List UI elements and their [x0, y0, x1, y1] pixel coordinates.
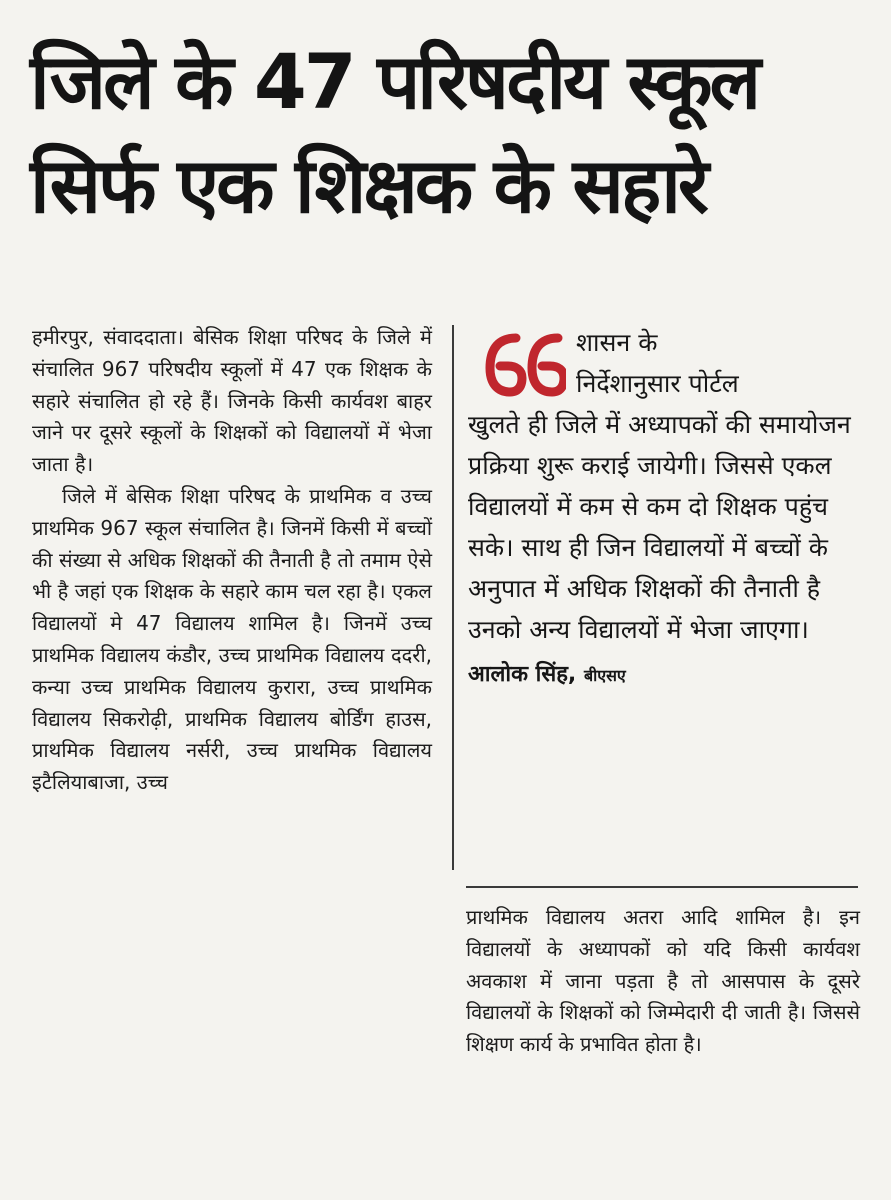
article-paragraph-3: प्राथमिक विद्यालय अतरा आदि शामिल है। इन विद्यालयों के अध्यापकों को यदि किसी कार्यवश अवकाश में जाना पड़ता है तो आसपास के दूसरे विद्यालयों के शिक्षकों को जिम्मेदारी दी जाती है। जिससे शिक्षण कार्य के प्रभावित होता है।: [466, 905, 860, 1057]
article-right-column: [466, 902, 860, 1061]
column-divider: [452, 325, 454, 870]
quote-line-2: निर्देशानुसार पोर्टल: [576, 369, 739, 398]
quote-body: खुलते ही जिले में अध्यापकों की समायोजन प्रक्रिया शुरू कराई जायेगी। जिससे एकल विद्यालयों में कम से कम दो शिक्षक पहुंच सके। साथ ही जिन विद्यालयों में बच्चों के अनुपात में अधिक शिक्षकों की तैनाती है उनको अन्य विद्यालयों में भेजा जाएगा।: [468, 410, 851, 644]
headline-line-1: जिले के 47 परिषदीय स्कूल: [30, 37, 759, 126]
headline: [30, 30, 875, 238]
quote-line-1: शासन के: [576, 328, 658, 357]
pull-quote: [468, 322, 868, 688]
quote-author: [468, 658, 868, 688]
quote-icon: [482, 328, 566, 400]
article-paragraph-1: हमीरपुर, संवाददाता। बेसिक शिक्षा परिषद के जिले में संचालित 967 परिषदीय स्कूलों में 47 एक शिक्षक के सहारे संचालित हो रहे हैं। जिनके किसी कार्यवश बाहर जाने पर दूसरे स्कूलों के शिक्षकों को विद्यालयों में भेजा जाता है।: [32, 325, 432, 477]
article-paragraph-2: जिले में बेसिक शिक्षा परिषद के प्राथमिक व उच्च प्राथमिक 967 स्कूल संचालित है। जिनमें किसी में बच्चों की संख्या से अधिक शिक्षकों की तैनाती है तो तमाम ऐसे भी है जहां एक शिक्षक के सहारे काम चल रहा है। एकल विद्यालयों मे 47 विद्यालय शामिल है। जिनमें उच्च प्राथमिक विद्यालय कंडौर, उच्च प्राथमिक विद्यालय ददरी, कन्या उच्च प्राथमिक विद्यालय कुरारा, उच्च प्राथमिक विद्यालय सिकरोढ़ी, प्राथमिक विद्यालय बोर्डिंग हाउस, प्राथमिक विद्यालय नर्सरी, उच्च प्राथमिक विद्यालय इटैलियाबाजा, उच्च: [32, 483, 432, 795]
author-designation: बीएसए: [583, 666, 626, 685]
section-divider: [466, 886, 858, 888]
author-name: आलोक सिंह,: [468, 662, 577, 687]
headline-line-2: सिर्फ एक शिक्षक के सहारे: [30, 141, 706, 230]
article-left-column: [32, 322, 432, 799]
